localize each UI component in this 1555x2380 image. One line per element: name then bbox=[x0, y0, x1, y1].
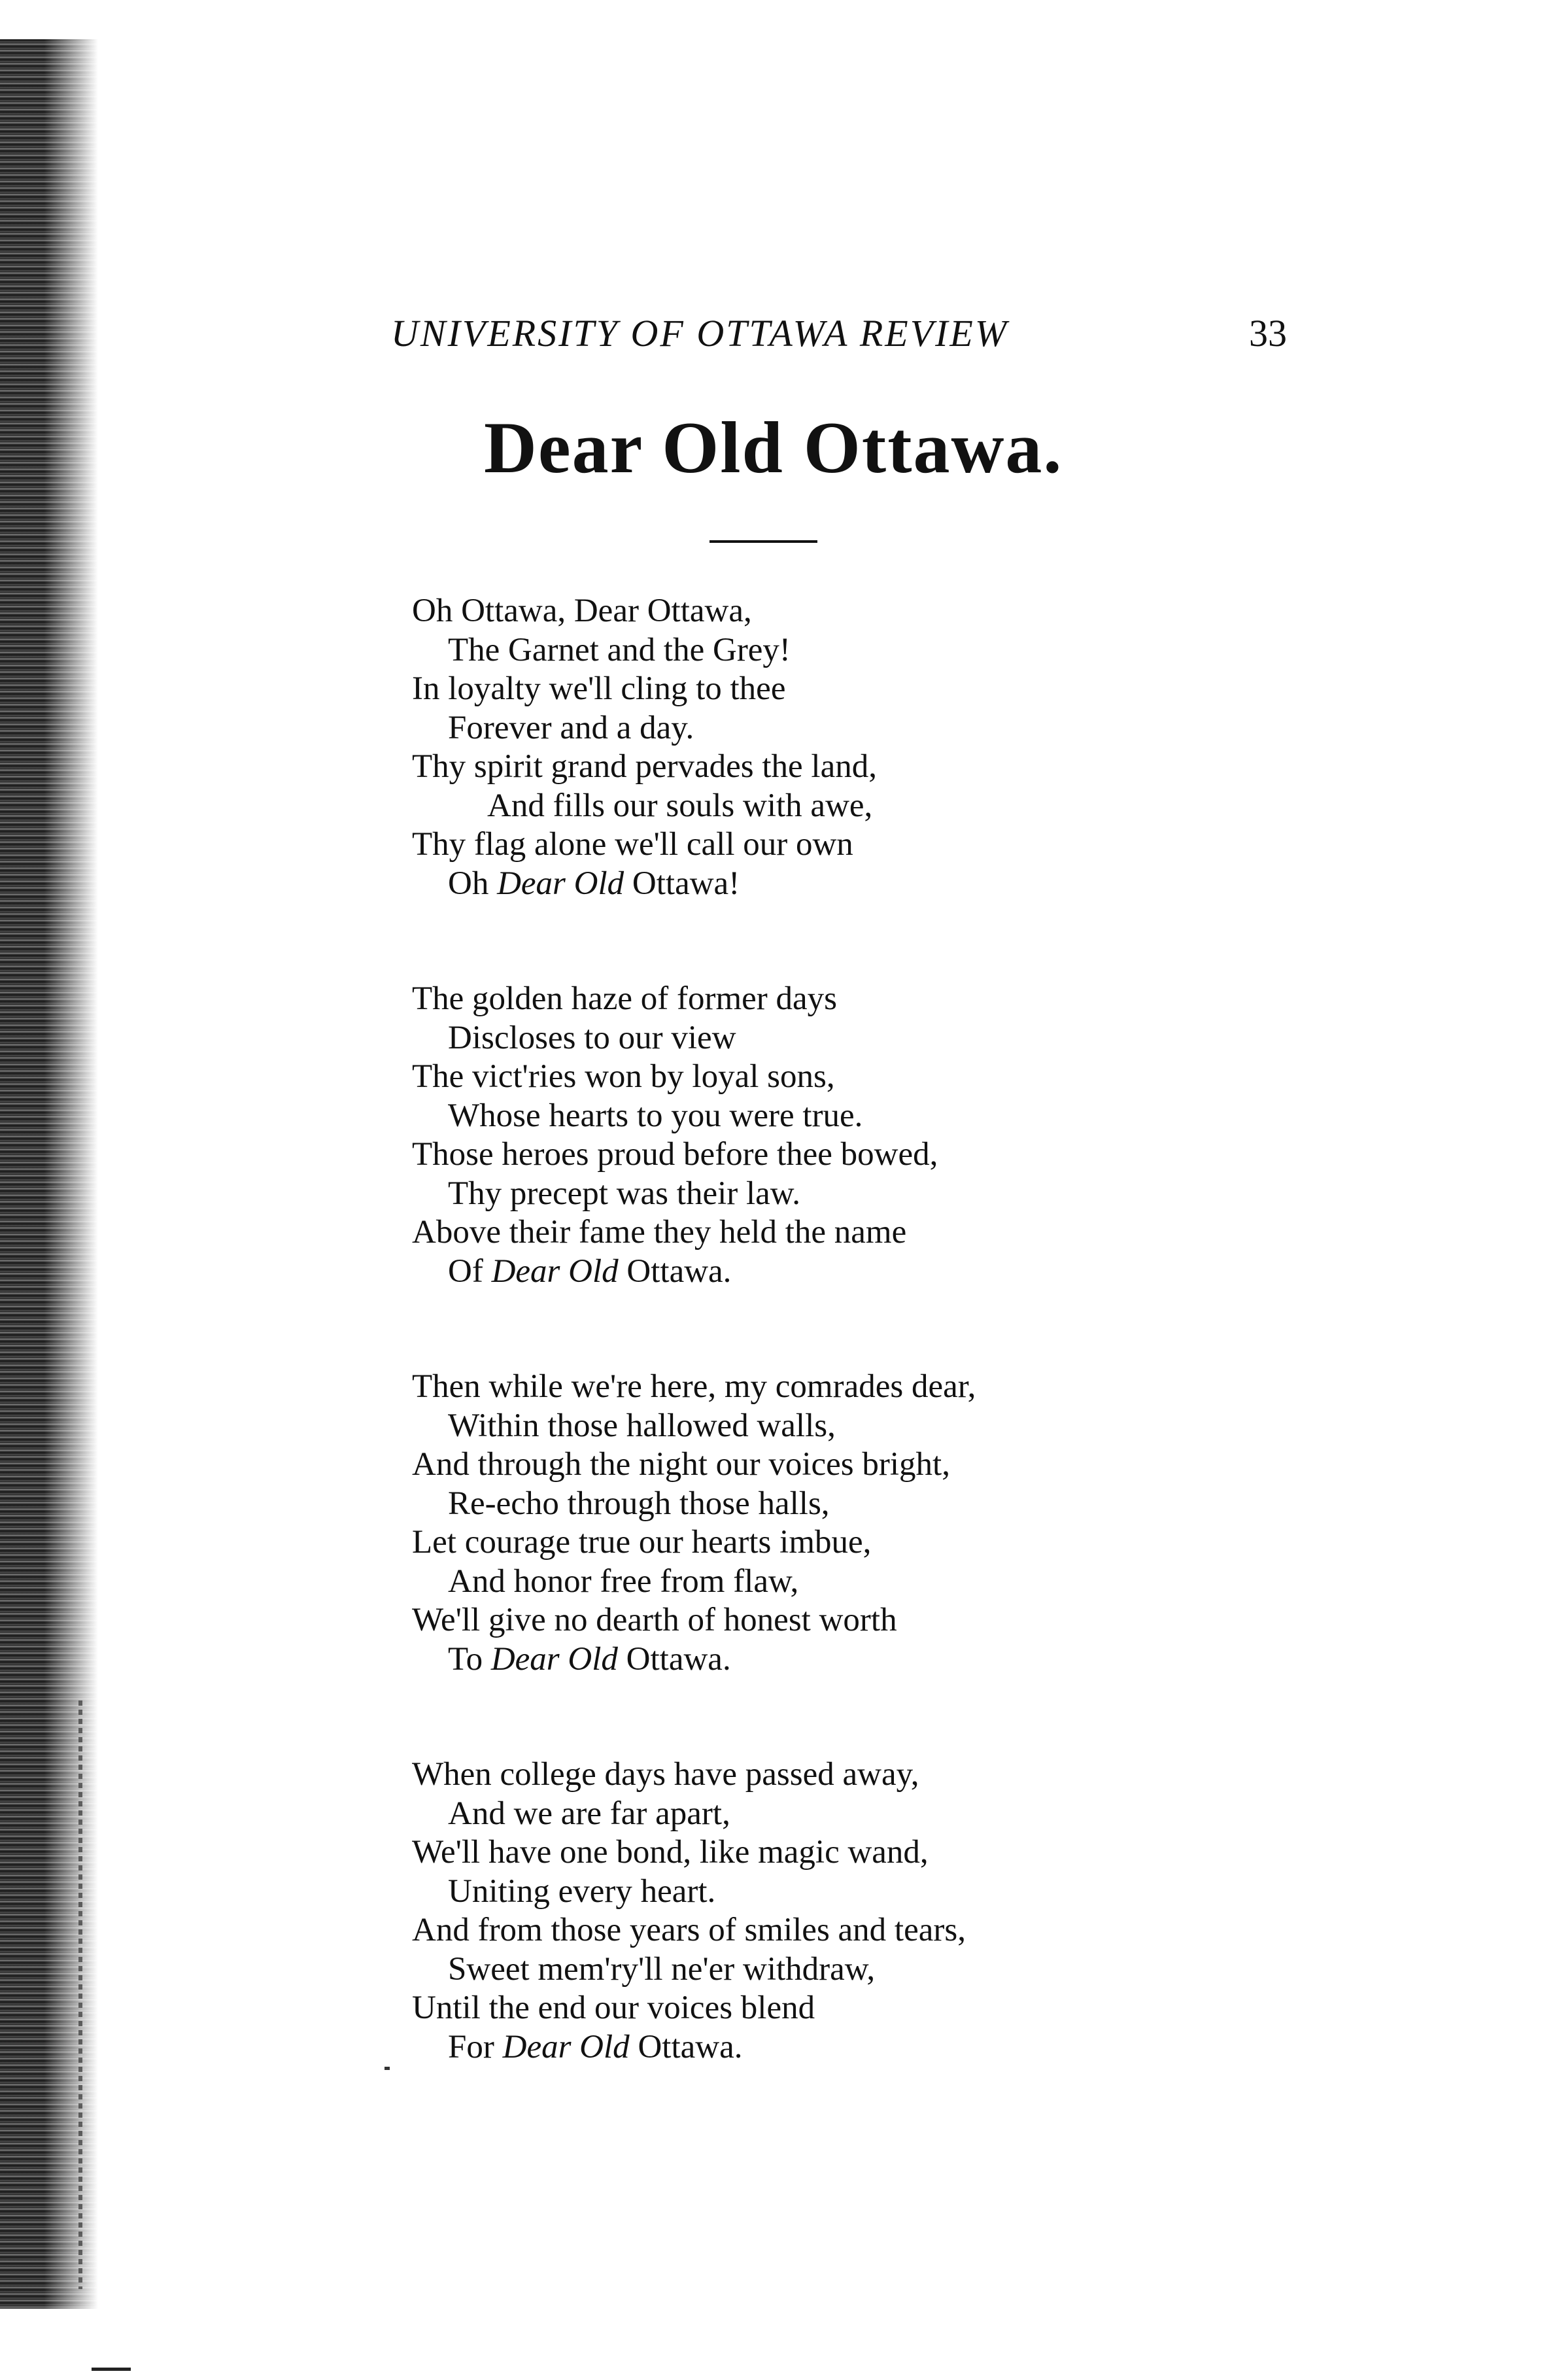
poem-line: Forever and a day. bbox=[448, 709, 694, 746]
poem-title: Dear Old Ottawa. bbox=[484, 407, 1063, 489]
poem-line: Sweet mem'ry'll ne'er withdraw, bbox=[448, 1950, 876, 1988]
binding-shadow-mark bbox=[78, 1700, 82, 2289]
refrain-pre: To bbox=[448, 1640, 491, 1678]
page-number: 33 bbox=[1249, 312, 1287, 354]
title-rule bbox=[709, 540, 817, 543]
poem-line: The vict'ries won by loyal sons, bbox=[412, 1058, 835, 1095]
poem-line: Discloses to our view bbox=[448, 1019, 736, 1056]
poem-line: And honor free from flaw, bbox=[448, 1562, 799, 1600]
poem-line: And from those years of smiles and tears, bbox=[412, 1912, 966, 1948]
poem-line: Within those hallowed walls, bbox=[448, 1407, 836, 1444]
poem-line: Then while we're here, my comrades dear, bbox=[412, 1368, 976, 1405]
poem-line: The golden haze of former days bbox=[412, 980, 837, 1017]
poem-line: Thy precept was their law. bbox=[448, 1175, 801, 1212]
refrain-italic: Dear Old bbox=[502, 2028, 630, 2065]
poem-line: Oh Ottawa, Dear Ottawa, bbox=[412, 593, 752, 629]
refrain-post: Ottawa! bbox=[624, 865, 740, 902]
poem-line: Thy flag alone we'll call our own bbox=[412, 826, 853, 863]
poem-line: We'll give no dearth of honest worth bbox=[412, 1602, 897, 1638]
stanza-1 bbox=[412, 592, 1327, 903]
poem-line: Thy spirit grand pervades the land, bbox=[412, 748, 877, 785]
refrain-post: Ottawa. bbox=[629, 2028, 743, 2065]
stanza-3 bbox=[412, 1368, 1327, 1679]
refrain-pre: For bbox=[448, 2028, 503, 2065]
poem-line: Let courage true our hearts imbue, bbox=[412, 1524, 872, 1561]
poem-line: When college days have passed away, bbox=[412, 1756, 919, 1793]
running-title: UNIVERSITY OF OTTAWA REVIEW bbox=[391, 312, 1009, 354]
stanza-2 bbox=[412, 980, 1327, 1291]
corner-scan-mark bbox=[92, 2368, 131, 2371]
refrain-pre: Oh bbox=[448, 865, 498, 902]
refrain-italic: Dear Old bbox=[491, 1252, 619, 1290]
poem-line: Re-echo through those halls, bbox=[448, 1485, 830, 1522]
stanza-4 bbox=[412, 1755, 1327, 2067]
poem-line: In loyalty we'll cling to thee bbox=[412, 670, 786, 707]
stray-ink-dot bbox=[384, 2067, 390, 2070]
scanned-binding-edge bbox=[0, 39, 98, 2309]
poem-line: We'll have one bond, like magic wand, bbox=[412, 1834, 929, 1871]
poem-line: Above their fame they held the name bbox=[412, 1214, 907, 1250]
poem-line: Those heroes proud before thee bowed, bbox=[412, 1136, 938, 1173]
poem-line: And we are far apart, bbox=[448, 1795, 730, 1832]
poem-refrain-line bbox=[412, 2028, 1327, 2067]
refrain-italic: Dear Old bbox=[497, 865, 624, 902]
poem-line: Uniting every heart. bbox=[448, 1872, 716, 1910]
poem-refrain-line bbox=[412, 1640, 1327, 1680]
poem-body bbox=[412, 592, 1327, 2143]
refrain-pre: Of bbox=[448, 1252, 492, 1290]
poem-refrain-line bbox=[412, 1252, 1327, 1292]
poem-line: And fills our souls with awe, bbox=[487, 787, 873, 824]
poem-line: The Garnet and the Grey! bbox=[448, 631, 791, 668]
poem-line: Whose hearts to you were true. bbox=[448, 1097, 863, 1134]
poem-refrain-line bbox=[412, 865, 1327, 904]
poem-line: And through the night our voices bright, bbox=[412, 1446, 950, 1483]
refrain-post: Ottawa. bbox=[618, 1252, 732, 1290]
poem-line: Until the end our voices blend bbox=[412, 1990, 815, 2026]
refrain-post: Ottawa. bbox=[617, 1640, 731, 1678]
running-header bbox=[391, 307, 1287, 360]
refrain-italic: Dear Old bbox=[490, 1640, 618, 1678]
